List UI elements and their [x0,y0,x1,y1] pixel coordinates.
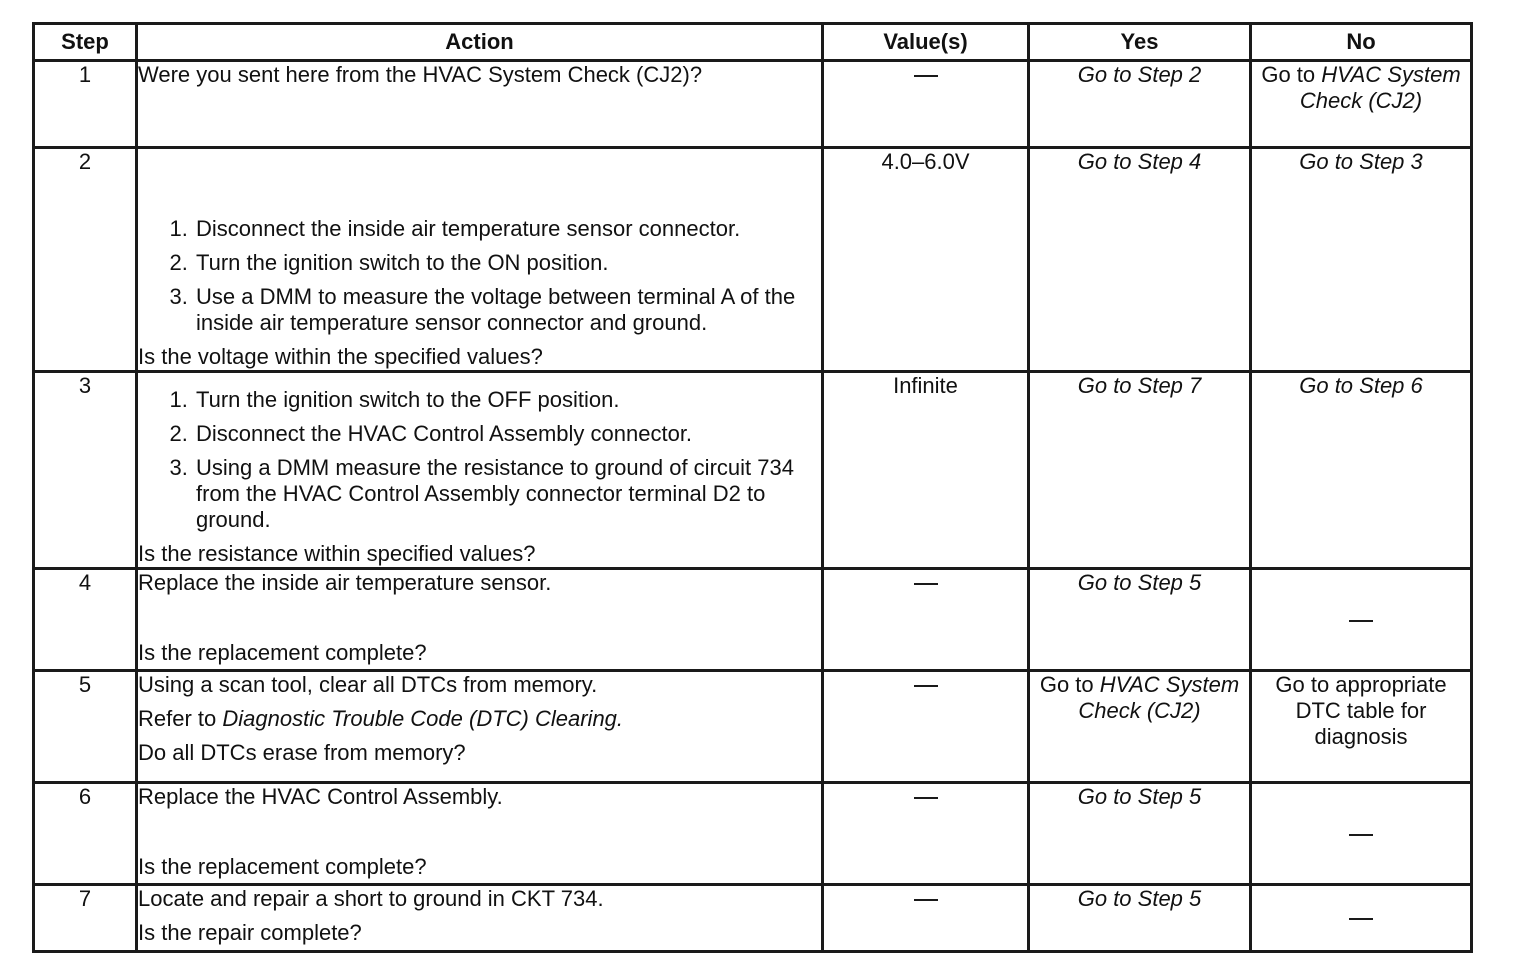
table-row [34,569,1472,671]
no-link-text: HVAC System Check (CJ2) [1299,62,1461,113]
no-cell: Go to Step 3 [1251,148,1472,372]
list-item: 3. Using a DMM measure the resistance to ground of circuit 734 from the HVAC Control Assembly connector terminal D2 to ground. [194,455,821,533]
step-number: 7 [34,885,137,952]
refer-prefix: Refer to [138,706,217,731]
action-cell [137,61,823,148]
no-dash [1349,834,1373,836]
action-content [138,784,821,880]
no-cell [1251,885,1472,952]
step-number: 1 [34,61,137,148]
action-cell [137,783,823,885]
action-content [138,570,821,666]
header-action: Action [137,24,823,61]
no-cell: Go to appropriate DTC table for diagnosis [1251,671,1472,783]
value-cell [823,569,1029,671]
header-yes: Yes [1029,24,1251,61]
yes-cell: Go to Step 4 [1029,148,1251,372]
yes-cell: Go to Step 7 [1029,372,1251,569]
no-cell [1251,783,1472,885]
no-dash [1349,918,1373,920]
step-number: 6 [34,783,137,885]
refer-link-text: Diagnostic Trouble Code (DTC) Clearing. [222,706,624,731]
step-number: 4 [34,569,137,671]
list-item: 3. Use a DMM to measure the voltage between terminal A of the inside air temperature sensor connector and ground. [194,284,821,336]
instruction-list [138,387,821,533]
header-step: Step [34,24,137,61]
action-cell [137,885,823,952]
value-dash [914,899,938,901]
action-text: Replace the inside air temperature sensor. [138,570,552,595]
action-text: Using a scan tool, clear all DTCs from memory. [138,672,598,697]
question-text: Do all DTCs erase from memory? [138,740,466,765]
table-row [34,148,1472,372]
value-cell [823,61,1029,148]
value-cell [823,783,1029,885]
question-text: Is the replacement complete? [138,854,427,879]
action-text: Locate and repair a short to ground in CKT 734. [138,886,604,911]
header-row [34,24,1472,61]
value-cell: 4.0–6.0V [823,148,1029,372]
no-cell [1251,569,1472,671]
no-prefix: Go to [1261,62,1316,87]
value-dash [914,685,938,687]
no-dash [1349,620,1373,622]
action-cell [137,671,823,783]
value-dash [914,797,938,799]
action-cell [137,148,823,372]
value-cell: Infinite [823,372,1029,569]
question-text: Is the repair complete? [138,920,362,945]
step-number: 5 [34,671,137,783]
table-row [34,671,1472,783]
table-row [34,61,1472,148]
question-text: Is the voltage within the specified values? [138,344,543,369]
yes-cell: Go to Step 5 [1029,783,1251,885]
action-cell [137,372,823,569]
list-item: 1. Disconnect the inside air temperature sensor connector. [194,216,821,242]
yes-cell: Go to Step 5 [1029,569,1251,671]
table-row [34,885,1472,952]
yes-cell: Go to Step 5 [1029,885,1251,952]
step-number: 3 [34,372,137,569]
question-text: Is the replacement complete? [138,640,427,665]
header-no: No [1251,24,1472,61]
refer-line [138,706,821,732]
yes-cell [1029,61,1251,148]
value-dash [914,75,938,77]
action-cell [137,569,823,671]
list-item: 2. Turn the ignition switch to the ON position. [194,250,821,276]
question-text: Is the resistance within specified values? [138,541,536,566]
list-item: 2. Disconnect the HVAC Control Assembly connector. [194,421,821,447]
no-cell [1251,61,1472,148]
step-number: 2 [34,148,137,372]
table-row [34,372,1472,569]
no-cell: Go to Step 6 [1251,372,1472,569]
yes-text: Go to Step 2 [1077,62,1202,87]
list-item: 1. Turn the ignition switch to the OFF position. [194,387,821,413]
header-values: Value(s) [823,24,1029,61]
diagnostic-table [32,22,1473,953]
value-cell [823,671,1029,783]
action-text: Were you sent here from the HVAC System Check (CJ2)? [138,62,703,87]
table-row [34,783,1472,885]
value-dash [914,583,938,585]
yes-link-text: HVAC System Check (CJ2) [1078,672,1240,723]
yes-cell [1029,671,1251,783]
action-text: Replace the HVAC Control Assembly. [138,784,503,809]
value-cell [823,885,1029,952]
yes-prefix: Go to [1039,672,1094,697]
instruction-list [138,216,821,336]
